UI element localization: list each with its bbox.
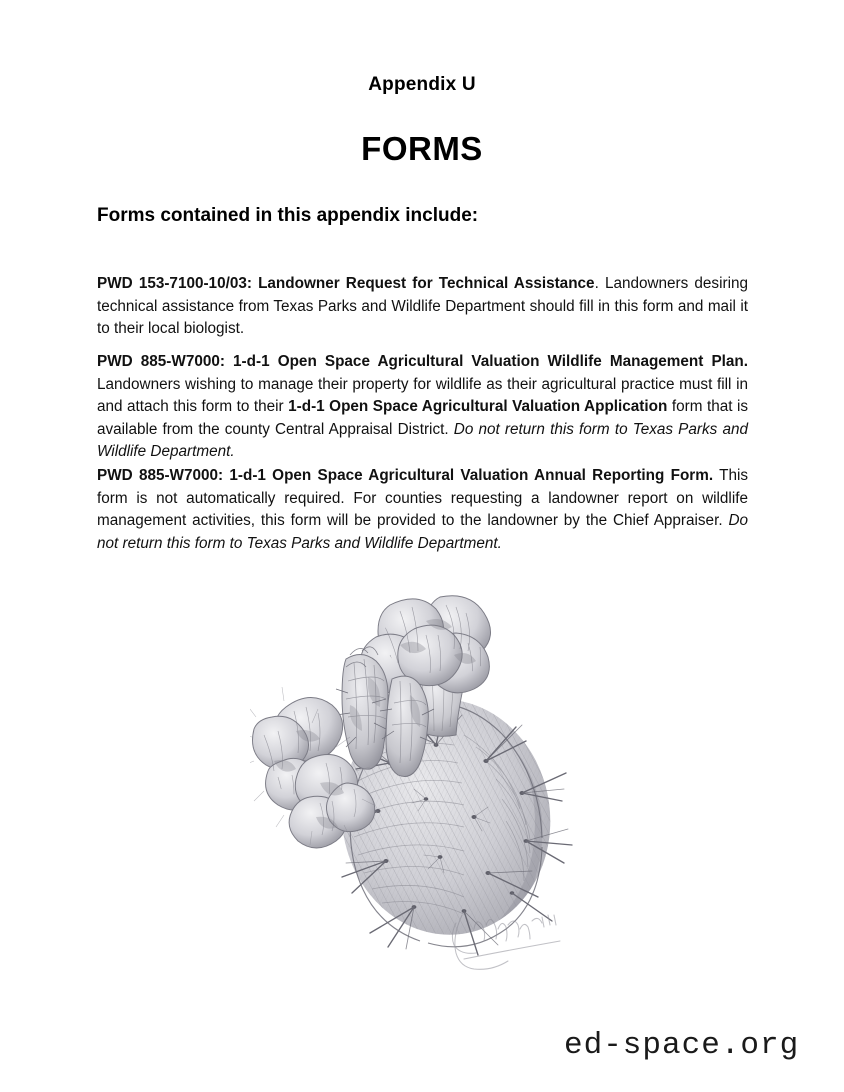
site-watermark: ed-space.org xyxy=(564,1028,800,1063)
cactus-illustration xyxy=(250,585,580,975)
text-run-italic: Do not return this form to Texas Parks and Wildlife Department. xyxy=(97,420,748,460)
section-lead-heading: Forms contained in this appendix include: xyxy=(97,205,479,226)
form-description-paragraph xyxy=(97,465,748,555)
form-description-paragraph xyxy=(97,273,748,340)
text-run-bold: PWD 153-7100-10/03: Landowner Request for Technical Assistance xyxy=(97,275,595,293)
text-run-regular: This form is not automatically required. For counties requesting a landowner report on wildlife management activities, this form will be provided to the landowner by the Chief Appraiser. xyxy=(97,467,749,530)
text-run-regular: Landowners wishing to manage their property for wildlife as their agricultural practice must fill in and attach this form to their xyxy=(97,375,748,416)
text-run-bold: PWD 885-W7000: 1-d-1 Open Space Agricultural Valuation Wildlife Management Plan. xyxy=(97,353,748,371)
text-run-bold: 1-d-1 Open Space Agricultural Valuation Application xyxy=(288,398,668,416)
text-run-regular: form that is available from the county Central Appraisal District. xyxy=(97,398,749,438)
text-run-bold: PWD 885-W7000: 1-d-1 Open Space Agricultural Valuation Annual Reporting Form. xyxy=(97,467,714,485)
text-run-regular: . Landowners desiring technical assistance from Texas Parks and Wildlife Department should fill in this form and mail it to their local biologist. xyxy=(97,275,748,338)
appendix-title: Appendix U xyxy=(368,74,476,95)
form-description-paragraph xyxy=(97,351,748,463)
text-run-italic: Do not return this form to Texas Parks and Wildlife Department. xyxy=(97,512,748,552)
page-title: FORMS xyxy=(361,130,483,167)
